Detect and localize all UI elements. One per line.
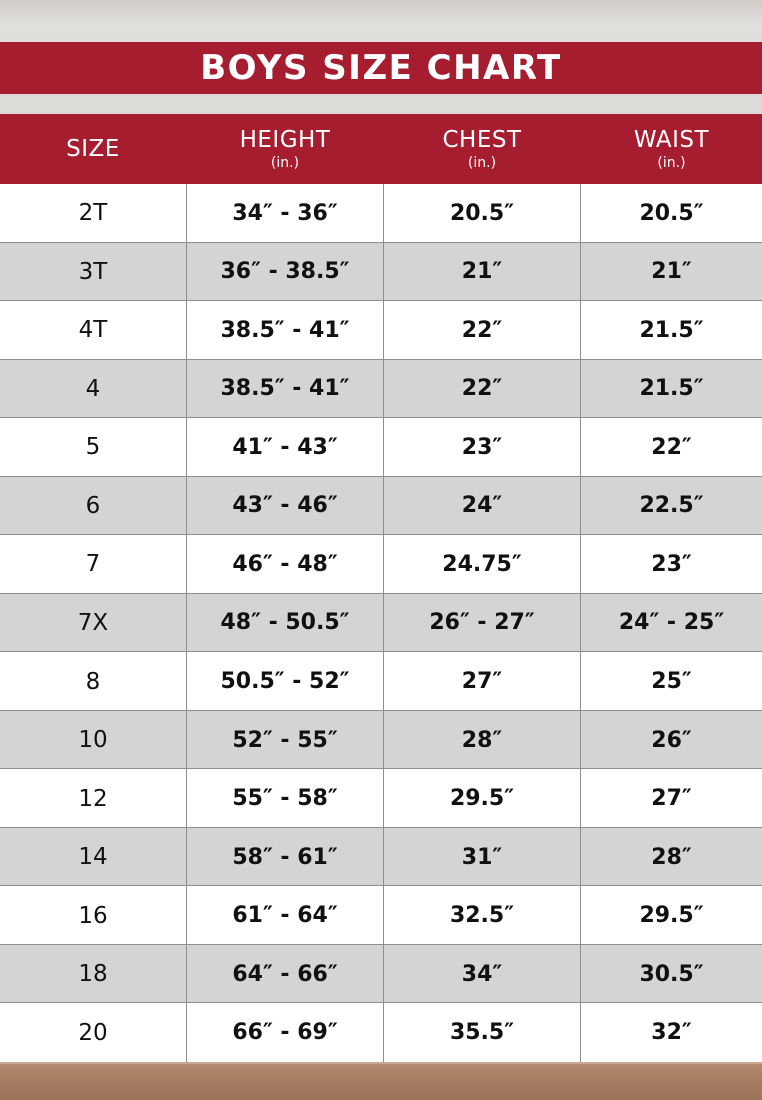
header-waist-label: WAIST [633,127,710,153]
waist-cell: 20.5″ [639,200,704,226]
size-cell: 4T [78,317,108,344]
chest-cell: 32.5″ [449,903,515,929]
chest-cell: 26″ - 27″ [429,610,535,636]
waist-cell: 21.5″ [639,376,704,402]
top-background [0,0,762,42]
table-row [0,828,762,887]
waist-cell: 28″ [651,844,692,870]
height-cell: 61″ - 64″ [232,903,338,929]
table-header [0,114,762,184]
table-row [0,594,762,653]
chest-cell: 20.5″ [449,200,515,226]
page-title: BOYS SIZE CHART [200,48,562,88]
chest-cell: 24″ [461,493,503,519]
chest-cell: 29.5″ [449,786,515,812]
height-cell: 64″ - 66″ [232,961,338,987]
size-cell: 7X [77,609,109,636]
size-cell: 8 [85,668,101,695]
height-cell: 50.5″ - 52″ [220,669,350,695]
chest-cell: 22″ [461,317,503,343]
table-row [0,477,762,536]
table-row [0,184,762,243]
size-cell: 5 [85,434,101,461]
column-divider [186,184,187,1062]
waist-cell: 26″ [651,727,692,753]
height-cell: 38.5″ - 41″ [220,317,350,343]
chest-cell: 34″ [461,961,503,987]
table-row [0,535,762,594]
table-row [0,360,762,419]
table-row [0,886,762,945]
column-divider [580,184,581,1062]
size-cell: 18 [78,961,108,988]
chest-cell: 23″ [461,434,503,460]
table-row [0,769,762,828]
chest-cell: 22″ [461,376,503,402]
height-cell: 34″ - 36″ [232,200,338,226]
waist-cell: 29.5″ [639,903,704,929]
header-waist-unit: (in.) [657,155,686,171]
height-cell: 41″ - 43″ [232,434,338,460]
waist-cell: 30.5″ [639,961,704,987]
waist-cell: 21″ [651,259,692,285]
size-cell: 14 [78,844,108,871]
table-row [0,711,762,770]
waist-cell: 22″ [651,434,692,460]
header-size-label: SIZE [66,136,120,162]
waist-cell: 21.5″ [639,317,704,343]
header-chest-label: CHEST [442,127,522,153]
height-cell: 36″ - 38.5″ [220,259,350,285]
chest-cell: 27″ [461,669,503,695]
size-cell: 16 [78,902,108,929]
height-cell: 58″ - 61″ [232,844,338,870]
banner-gap [0,94,762,114]
height-cell: 52″ - 55″ [232,727,338,753]
header-height-unit: (in.) [270,155,300,171]
header-height-label: HEIGHT [239,127,331,153]
waist-cell: 25″ [651,669,692,695]
chest-cell: 24.75″ [442,551,522,577]
floor-edge [0,1062,762,1064]
header-size [0,114,186,184]
header-chest [384,114,580,184]
size-cell: 20 [78,1019,108,1046]
waist-cell: 22.5″ [639,493,704,519]
height-cell: 48″ - 50.5″ [220,610,350,636]
height-cell: 46″ - 48″ [232,551,338,577]
waist-cell: 23″ [651,551,692,577]
chest-cell: 21″ [461,259,503,285]
size-cell: 6 [85,492,101,519]
chest-cell: 31″ [461,844,503,870]
header-height [187,114,383,184]
height-cell: 38.5″ - 41″ [220,376,350,402]
table-row [0,1003,762,1062]
height-cell: 66″ - 69″ [232,1020,338,1046]
size-cell: 10 [78,727,108,754]
waist-cell: 24″ - 25″ [618,610,725,636]
size-cell: 2T [78,200,108,227]
table-row [0,652,762,711]
waist-cell: 27″ [651,786,692,812]
table-row [0,418,762,477]
waist-cell: 32″ [651,1020,692,1046]
height-cell: 43″ - 46″ [232,493,338,519]
size-cell: 7 [85,551,101,578]
header-chest-unit: (in.) [467,155,497,171]
table-row [0,301,762,360]
size-table-body [0,184,762,1062]
title-banner [0,42,762,94]
size-cell: 4 [85,375,101,402]
size-cell: 12 [78,785,108,812]
size-cell: 3T [78,258,108,285]
chest-cell: 35.5″ [449,1020,515,1046]
table-row [0,945,762,1004]
table-row [0,243,762,302]
column-divider [383,184,384,1062]
header-waist [581,114,762,184]
height-cell: 55″ - 58″ [232,786,338,812]
chest-cell: 28″ [461,727,503,753]
wood-floor-background [0,1062,762,1100]
